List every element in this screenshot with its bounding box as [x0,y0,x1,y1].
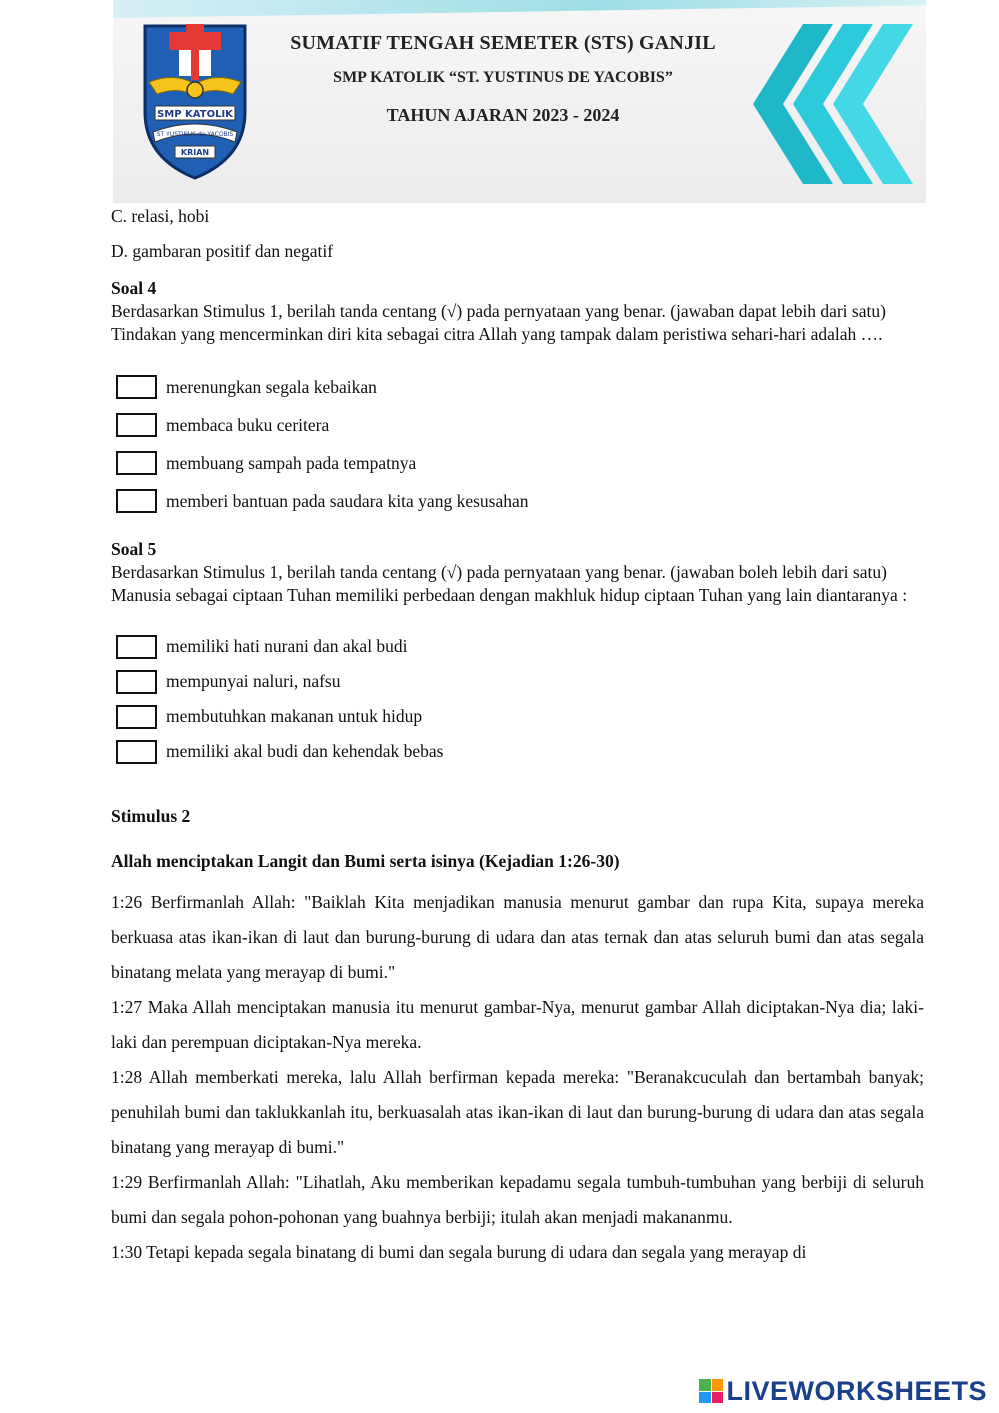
question-4-option [111,444,924,482]
stimulus-2-subtitle: Allah menciptakan Langit dan Bumi serta isinya (Kejadian 1:26-30) [111,851,620,871]
question-4-options [111,368,924,520]
verse-1-27: 1:27 Maka Allah menciptakan manusia itu menurut gambar-Nya, menurut gambar Allah diciptakan-Nya dia; laki-laki dan perempuan diciptakan-Nya mereka. [111,997,924,1052]
question-4-option [111,482,924,520]
question-4-option [111,406,924,444]
exam-title: SUMATIF TENGAH SEMETER (STS) GANJIL [290,32,716,54]
question-5-option [111,629,924,664]
verse-1-30: 1:30 Tetapi kepada segala binatang di bumi dan segala burung di udara dan segala yang merayap di [111,1242,807,1262]
question-4-text: Tindakan yang mencerminkan diri kita sebagai citra Allah yang tampak dalam peristiwa sehari-hari adalah …. [111,324,883,344]
svg-text:ST YUSTINUS de YACOBIS: ST YUSTINUS de YACOBIS [156,131,234,138]
answer-checkbox[interactable] [116,489,157,513]
option-label: membuang sampah pada tempatnya [166,452,417,473]
answer-checkbox[interactable] [116,375,157,399]
liveworksheets-watermark [699,1375,987,1407]
question-5-option [111,734,924,769]
stimulus-2-verses [111,885,924,1270]
option-label: membaca buku ceritera [166,414,330,435]
answer-checkbox[interactable] [116,705,157,729]
option-label: merenungkan segala kebaikan [166,376,377,397]
question-4-option [111,368,924,406]
answer-checkbox[interactable] [116,451,157,475]
answer-checkbox[interactable] [116,635,157,659]
question-4 [111,277,924,520]
liveworksheets-logo-icon [699,1379,723,1403]
question-5-option [111,699,924,734]
worksheet-content [111,205,924,1270]
question-4-instruction: Berdasarkan Stimulus 1, berilah tanda centang (√) pada pernyataan yang benar. (jawaban dapat lebih dari satu) [111,301,886,321]
answer-checkbox[interactable] [116,740,157,764]
question-5-option [111,664,924,699]
document-header [113,0,926,203]
option-label: memiliki akal budi dan kehendak bebas [166,741,444,761]
option-label: memiliki hati nurani dan akal budi [166,636,408,656]
school-logo-icon [139,20,251,182]
question-5-title: Soal 5 [111,539,157,559]
answer-checkbox[interactable] [116,670,157,694]
verse-1-28: 1:28 Allah memberkati mereka, lalu Allah berfirman kepada mereka: "Beranakcuculah dan bertambah banyak; penuhilah bumi dan taklukkanlah itu, berkuasalah atas ikan-ikan di laut dan burung-burung di udara dan atas segala binatang yang merayap di bumi." [111,1067,924,1157]
verse-1-29: 1:29 Berfirmanlah Allah: "Lihatlah, Aku memberikan kepadamu segala tumbuh-tumbuhan yang berbiji di seluruh bumi dan segala pohon-pohonan yang buahnya berbiji; itulah akan menjadi makananmu. [111,1172,924,1227]
verse-1-26: 1:26 Berfirmanlah Allah: "Baiklah Kita menjadikan manusia menurut gambar dan rupa Kita, supaya mereka berkuasa atas ikan-ikan di laut dan burung-burung di udara dan atas ternak dan atas seluruh bumi dan atas segala binatang melata yang merayap di bumi." [111,892,924,982]
option-label: memberi bantuan pada saudara kita yang kesusahan [166,490,529,511]
option-label: membutuhkan makanan untuk hidup [166,706,423,726]
option-label: mempunyai naluri, nafsu [166,671,341,691]
chevron-decoration-icon [743,14,918,194]
watermark-text: LIVEWORKSHEETS [726,1375,987,1406]
stimulus-2-title: Stimulus 2 [111,806,191,826]
question-4-title: Soal 4 [111,278,157,298]
option-c: C. relasi, hobi [111,206,210,226]
svg-text:SMP KATOLIK: SMP KATOLIK [157,109,233,120]
question-5-options [111,629,924,769]
header-text [263,32,743,126]
school-name: SMP KATOLIK “ST. YUSTINUS DE YACOBIS” [333,69,673,86]
question-5-text: Manusia sebagai ciptaan Tuhan memiliki perbedaan dengan makhluk hidup ciptaan Tuhan yang lain diantaranya : [111,585,908,605]
svg-text:KRIAN: KRIAN [180,148,210,157]
option-d: D. gambaran positif dan negatif [111,241,334,261]
answer-checkbox[interactable] [116,413,157,437]
question-5-instruction: Berdasarkan Stimulus 1, berilah tanda centang (√) pada pernyataan yang benar. (jawaban boleh lebih dari satu) [111,562,887,582]
academic-year: TAHUN AJARAN 2023 - 2024 [386,105,620,125]
question-5 [111,538,924,769]
